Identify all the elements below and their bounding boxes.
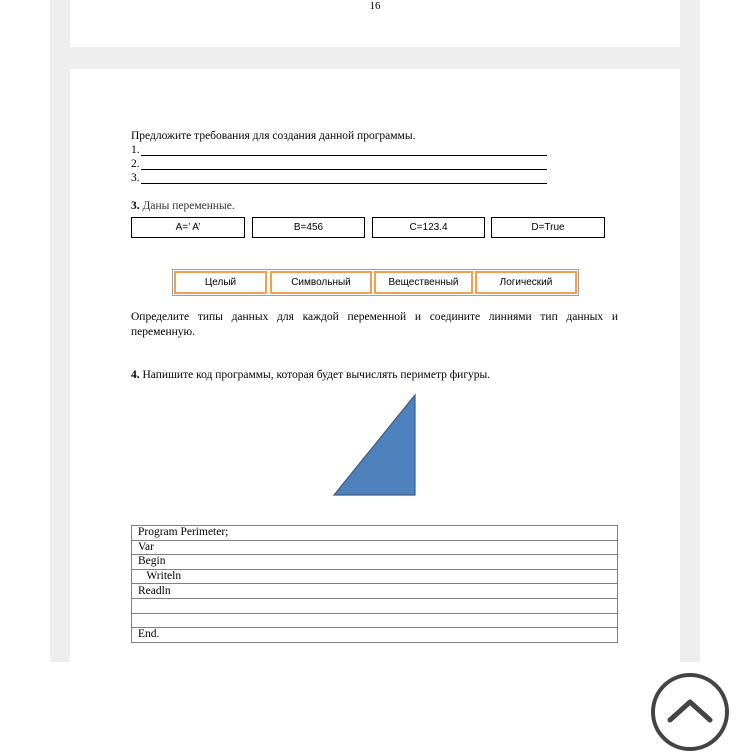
requirements-prompt: Предложите требования для создания данной программы. bbox=[131, 130, 416, 142]
code-row bbox=[132, 555, 618, 570]
numbered-item-3: 3. bbox=[131, 172, 140, 184]
code-row bbox=[132, 628, 618, 643]
previous-page bbox=[70, 0, 680, 47]
numbered-item-2: 2. bbox=[131, 158, 140, 170]
code-table bbox=[131, 525, 618, 643]
instruction-text: Определите типы данных для каждой переменной и соедините линиями тип данных и переменную. bbox=[131, 311, 618, 338]
task4-heading bbox=[131, 368, 490, 382]
answer-line-3 bbox=[141, 183, 547, 184]
page-number: 16 bbox=[369, 0, 381, 12]
variable-d-box: D=True bbox=[491, 217, 605, 238]
variable-a-box: A=’ A’ bbox=[131, 217, 245, 238]
task3-heading bbox=[131, 199, 235, 213]
variable-b-box: B=456 bbox=[252, 217, 365, 238]
code-line bbox=[132, 613, 618, 628]
code-row bbox=[132, 613, 618, 628]
triangle-figure bbox=[330, 392, 420, 498]
code-row bbox=[132, 598, 618, 613]
scroll-to-top-button[interactable] bbox=[650, 672, 730, 752]
type-real-box: Вещественный bbox=[374, 271, 473, 294]
answer-line-1 bbox=[141, 155, 547, 156]
answer-line-2 bbox=[141, 169, 547, 170]
scroll-button-circle bbox=[653, 675, 727, 749]
code-line: Program Perimeter; bbox=[132, 526, 618, 541]
type-integer-box: Целый bbox=[174, 271, 267, 294]
code-line: End. bbox=[132, 628, 618, 643]
task3-text: Даны переменные. bbox=[139, 200, 235, 212]
type-boolean-box: Логический bbox=[475, 271, 577, 294]
code-row bbox=[132, 526, 618, 541]
task3-number: 3. bbox=[131, 200, 140, 212]
type-char-box: Символьный bbox=[270, 271, 372, 294]
numbered-item-1: 1. bbox=[131, 144, 140, 156]
code-row bbox=[132, 569, 618, 584]
code-row bbox=[132, 540, 618, 555]
code-line bbox=[132, 598, 618, 613]
code-row bbox=[132, 584, 618, 599]
code-line: Begin bbox=[132, 555, 618, 570]
code-line: Readln bbox=[132, 584, 618, 599]
task4-number: 4. bbox=[131, 369, 140, 381]
task4-text: Напишите код программы, которая будет вычислять периметр фигуры. bbox=[139, 369, 491, 381]
code-line: Writeln bbox=[132, 569, 618, 584]
code-line: Var bbox=[132, 540, 618, 555]
variable-c-box: C=123.4 bbox=[372, 217, 485, 238]
right-triangle-shape bbox=[334, 395, 415, 495]
